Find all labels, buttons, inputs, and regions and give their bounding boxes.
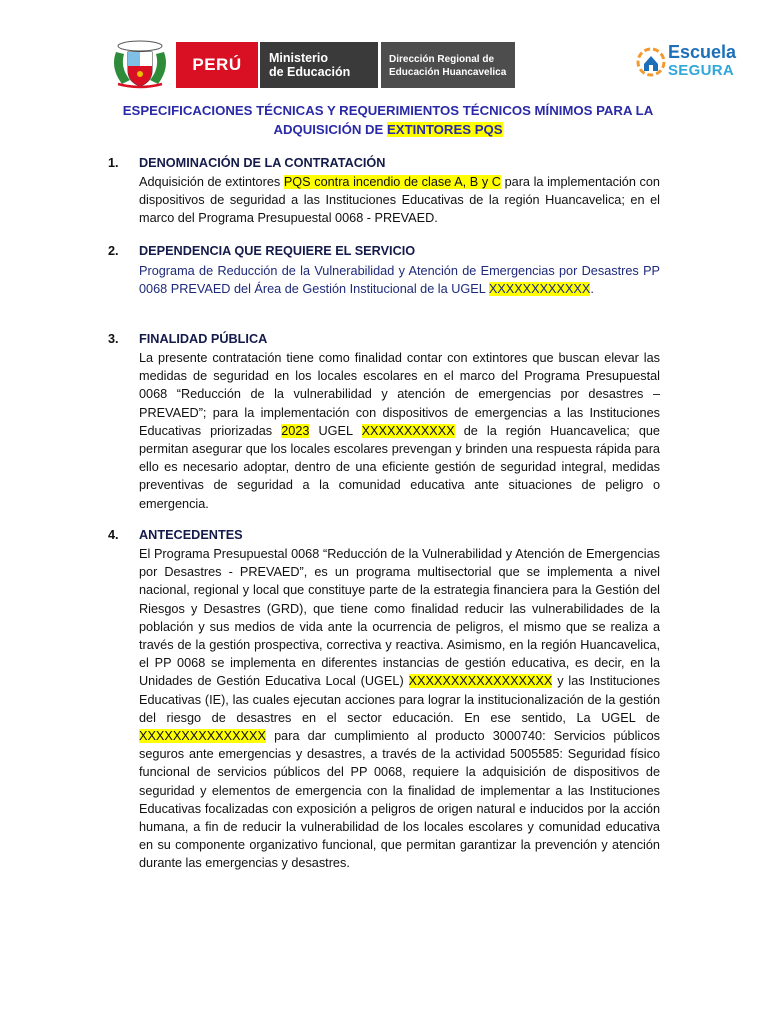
body-text: La presente contratación tiene como finalidad contar con extintores que buscan elevar las medidas de seguridad en los locales escolares en el marco del Programa Presupuestal 0068 “Reducción de la vulnerabilidad y atención de emergencias por desastres – PREVAED”; para la implementación con dispositivos de emergencias a las Instituciones Educativas priorizadas <box>139 351 660 438</box>
body-text: para la implementación con dispositivos de seguridad a las Instituciones Educativas de la región Huancavelica; en el marco del Programa Presupuestal 0068 - PREVAED. <box>139 175 660 226</box>
highlight-text: XXXXXXXXXXXXXXXXX <box>408 674 553 689</box>
escuela-line2: SEGURA <box>668 62 734 79</box>
body-text: UGEL <box>309 423 362 438</box>
dre-line2: Educación Huancavelica <box>389 67 507 78</box>
peru-label: PERÚ <box>192 55 242 74</box>
body-text: Programa de Reducción de la Vulnerabilidad y Atención de Emergencias por Desastres PP 0068 PREVAED del Área de Gestión Institucional de la UGEL <box>139 264 660 297</box>
highlight-text: XXXXXXXXXXXXXXX <box>139 729 266 744</box>
title-highlight: EXTINTORES PQS <box>387 122 503 137</box>
section-body <box>139 545 660 873</box>
document-header <box>0 40 768 92</box>
escuela-segura-logo <box>632 40 742 88</box>
peru-coat-of-arms-icon <box>108 40 172 90</box>
section-number: 2. <box>108 244 119 258</box>
escuela-line1: Escuela <box>668 42 737 62</box>
peru-brand-block <box>176 42 258 88</box>
section-body <box>139 349 660 513</box>
section-heading: ANTECEDENTES <box>139 528 243 542</box>
ministerio-educacion-block <box>260 42 378 88</box>
highlight-text: 2023 <box>281 423 310 438</box>
body-text: y las Instituciones Educativas (IE), las cuales ejecutan acciones para lograr la institucionalización de la gestión del riesgo de desastres en el sector educación. En ese sentido, La UGEL de <box>139 674 660 725</box>
body-text: de la región Huancavelica; que permitan asegurar que los locales escolares prevengan y brinden una respuesta rápida para ello es necesario adoptar, dentro de una eficiente gestión de seguridad integral, medidas preventivas de seguridad a la comunidad educativa ante situaciones de peligro o emergencia. <box>139 423 660 511</box>
section-heading: DEPENDENCIA QUE REQUIERE EL SERVICIO <box>139 244 416 258</box>
body-text: para dar cumplimiento al producto 3000740: Servicios públicos seguros ante emergencias y desastres, a través de la actividad 5005585: Seguridad físico funcional de servicios públicos del PP 0068, requiere la adquisición de dispositivos de seguridad y elementos de emergencia con la finalidad de implementar a las Instituciones Educativas focalizadas con exposición a peligros de origen natural e inducidos por la acción humana, a fin de reducir la vulnerabilidad de los locales escolares y comunidad educativa en su componente organizativo funcional, que permitan garantizar la prevención y atención durante las emergencias y desastres. <box>139 729 660 871</box>
minedu-line1: Ministerio <box>269 51 329 65</box>
body-text: . <box>590 282 594 297</box>
section-number: 3. <box>108 332 119 346</box>
section-number: 4. <box>108 528 119 542</box>
title-line1: ESPECIFICACIONES TÉCNICAS Y REQUERIMIENTOS TÉCNICOS MÍNIMOS PARA LA <box>122 103 654 118</box>
title-line2 <box>90 120 686 139</box>
minedu-line2: de Educación <box>269 65 351 79</box>
highlight-text: XXXXXXXXXXX <box>361 423 455 438</box>
body-text: El Programa Presupuestal 0068 “Reducción de la Vulnerabilidad y Atención de Emergencias por Desastres - PREVAED”, es un programa multisectorial que se implementa a nivel nacional, regional y local que constituye parte de la estrategia financiera para la Gestión del Riesgos y Desastres (GRD), que tiene como finalidad reducir las vulnerabilidades de la población y sus medios de vida ante la ocurrencia de peligros, el mismo que se realiza a través de la gestión prospectiva, correctiva y reactiva. Asimismo, en la región Huancavelica, el PP 0068 se implementa en diferentes instancias de gestión educativa, es decir, en la Unidades de Gestión Educativa Local (UGEL) <box>139 547 660 689</box>
title-line2-prefix: ADQUISICIÓN DE <box>273 122 388 137</box>
section-body <box>139 262 660 298</box>
section-heading: FINALIDAD PÚBLICA <box>139 332 268 346</box>
section-body <box>139 173 660 228</box>
section-number: 1. <box>108 156 119 170</box>
dre-line1: Dirección Regional de <box>389 54 495 65</box>
escuela-segura-house-icon <box>636 42 666 82</box>
document-title <box>90 101 686 139</box>
highlight-text: XXXXXXXXXXXX <box>488 282 591 297</box>
highlight-text: PQS contra incendio de clase A, B y C <box>283 175 501 189</box>
section-heading: DENOMINACIÓN DE LA CONTRATACIÓN <box>139 156 386 170</box>
direccion-regional-block <box>381 42 515 88</box>
body-text: Adquisición de extintores <box>139 175 284 189</box>
